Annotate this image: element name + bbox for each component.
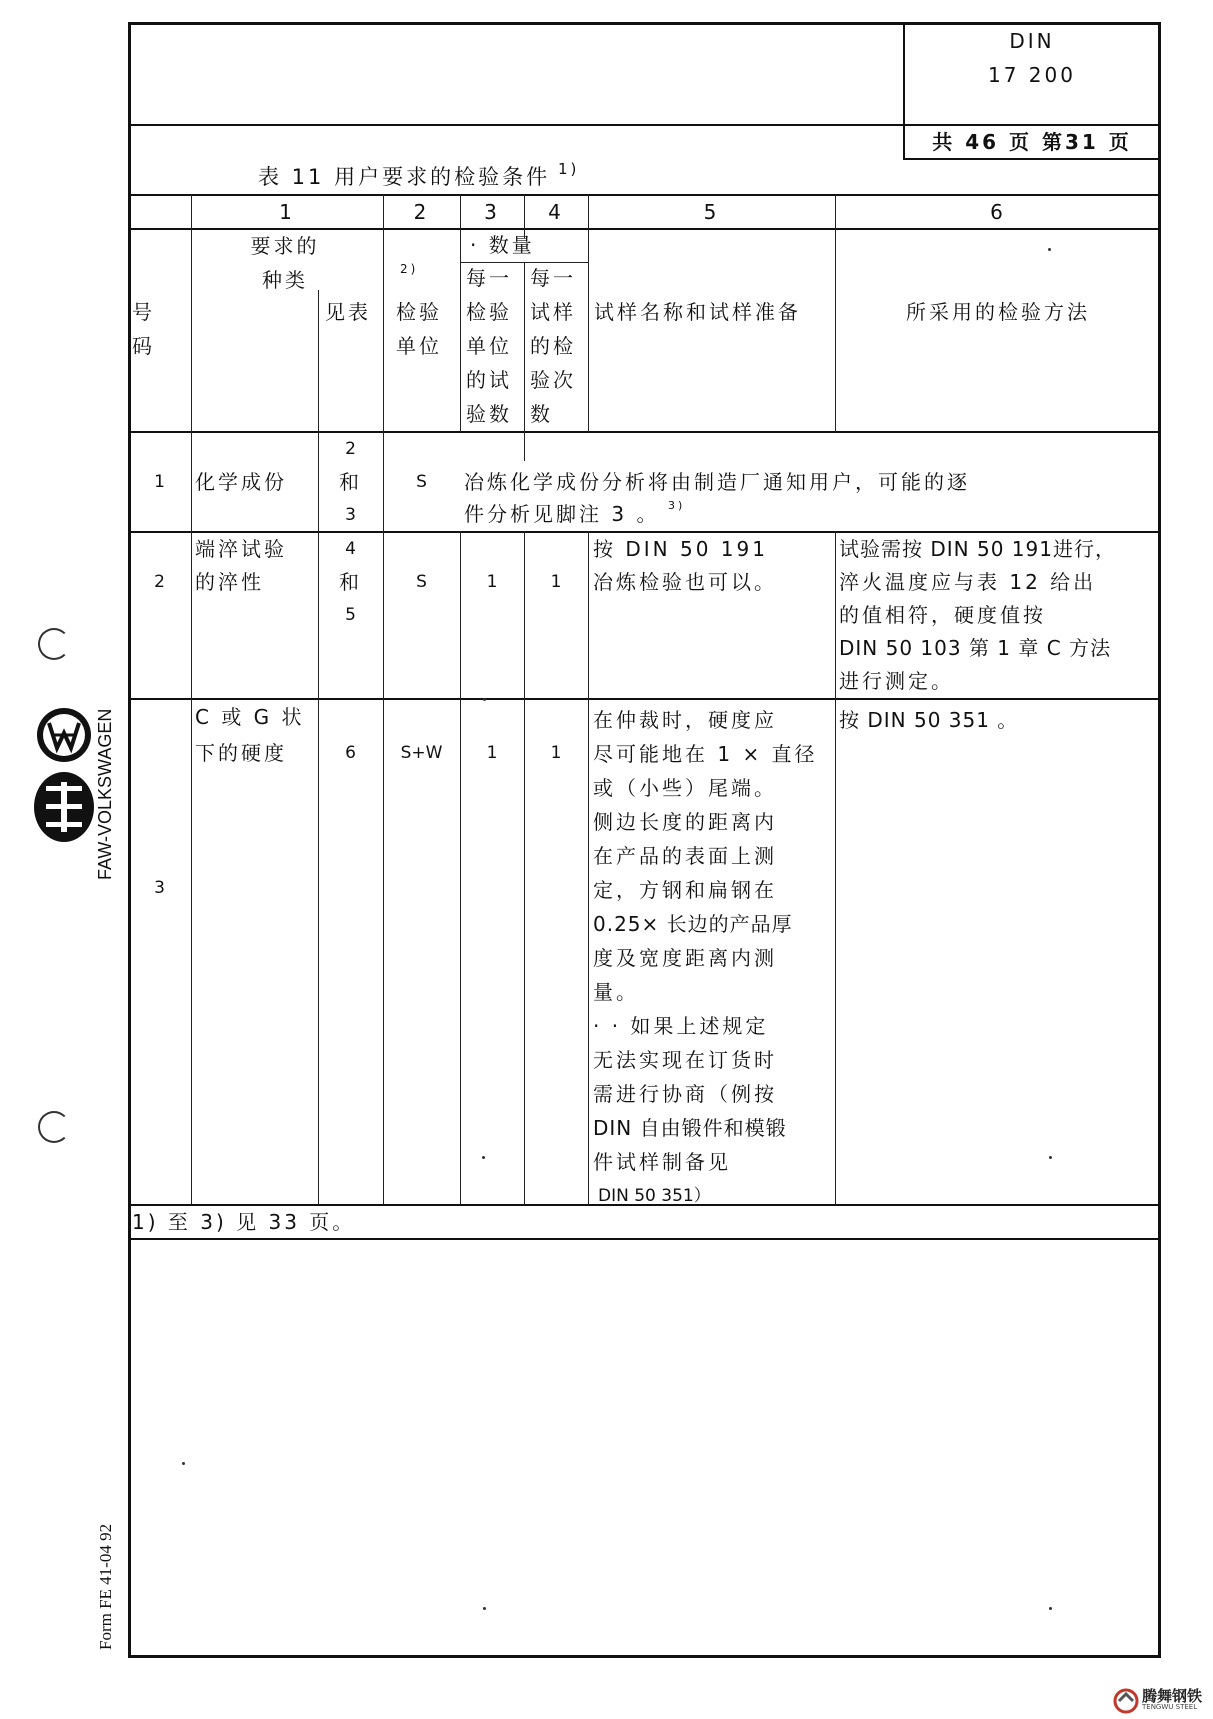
row2-method-line1: 试验需按 DIN 50 191进行， (839, 537, 1116, 561)
col-num-5: 5 (703, 200, 720, 224)
row1-unit: S (416, 472, 427, 492)
brand-text: FAW-VOLKSWAGEN (95, 708, 115, 880)
table-caption: 表 11 用户要求的检验条件 (258, 165, 551, 189)
row3-sample-line-6: 定，方钢和扁钢在 (593, 878, 777, 902)
head-no: 号码 (132, 300, 155, 358)
binder-hole-icon (38, 628, 70, 660)
row2-see-a: 4 (345, 539, 356, 559)
col-rule-d-top (460, 194, 461, 432)
row1-footnote: 3) (668, 499, 686, 512)
vw-logo-icon (34, 705, 94, 765)
col-rule-c (383, 194, 384, 1204)
page-count: 共 46 页 第31 页 (932, 130, 1132, 154)
col-num-1: 1 (279, 200, 295, 224)
row2-sample-line1: 按 DIN 50 191 (593, 537, 768, 561)
watermark-name: 腾舞钢铁 (1142, 1687, 1203, 1705)
col-rule-g-bottom (835, 531, 836, 1204)
col-rule-d-bottom (460, 531, 461, 1204)
col-rule-e-stub (524, 431, 525, 461)
row3-no: 3 (154, 878, 165, 898)
head-see-table: 见表 (325, 300, 371, 324)
head-method: 所采用的检验方法 (906, 300, 1090, 324)
row2-method-line4: DIN 50 103 第 1 章 C 方法 (839, 636, 1112, 660)
row3-q2: 1 (550, 743, 562, 763)
table-footnote: 1) 至 3) 见 33 页。 (132, 1210, 356, 1234)
row3-sample-line-2: 尽可能地在 1 × 直径 (593, 742, 818, 766)
row3-kind-line1: C 或 G 状 (195, 705, 305, 729)
form-number: Form FE 41-04 92 (96, 1523, 115, 1650)
scan-dot (182, 1462, 185, 1465)
head-kind: 要求的种类 (250, 234, 320, 292)
standard-number: 17 200 (988, 63, 1076, 87)
row1-text-line1: 冶炼化学成份分析将由制造厂通知用户，可能的逐 (464, 470, 970, 494)
head-per-unit: 每一检验单位的试验数 (466, 266, 512, 426)
col-rule-f-bottom (588, 531, 589, 1204)
row1-text-line2: 件分析见脚注 3 。 (464, 502, 660, 526)
row3-sample-line-11: 无法实现在订货时 (593, 1048, 777, 1072)
col-num-4: 4 (548, 200, 564, 224)
scan-dot (483, 698, 486, 701)
scan-dot (1049, 1607, 1052, 1610)
row3-sample-line-7: 0.25× 长边的产品厚 (593, 912, 793, 936)
caption-footnote: 1) (558, 160, 580, 178)
scan-dot (483, 1607, 486, 1610)
row3-sample-line-5: 在产品的表面上测 (593, 844, 777, 868)
row3-q1: 1 (486, 743, 498, 763)
scan-dot (482, 1156, 485, 1159)
row3-sample-line-9: 量。 (593, 980, 639, 1004)
row2-no: 2 (154, 572, 165, 592)
scan-dot (1048, 248, 1051, 251)
binder-hole-icon (38, 1111, 70, 1143)
head-unit: 检验单位 (396, 300, 442, 358)
scan-dot (1049, 1156, 1052, 1159)
row3-kind-line2: 下的硬度 (195, 741, 287, 765)
row1-see-a: 2 (345, 439, 356, 459)
row2-kind-line2: 的淬性 (195, 570, 264, 594)
row3-sample-line-13: DIN 自由锻件和模锻 (593, 1116, 787, 1140)
col-rule-a (191, 194, 192, 1204)
col-rule-e-bottom (524, 531, 525, 1204)
watermark-logo-icon (1113, 1688, 1139, 1714)
row1-kind: 化学成份 (195, 470, 287, 494)
standard-label: DIN (1009, 29, 1055, 53)
row2-kind-line1: 端淬试验 (195, 537, 287, 561)
row2-see-b: 和 (339, 570, 362, 594)
col-rule-e-mid (524, 262, 525, 432)
row2-method-line5: 进行测定。 (839, 669, 954, 693)
col-num-2: 2 (413, 200, 430, 224)
row3-sample-line-10: · · 如果上述规定 (593, 1014, 769, 1038)
row3-sample-line-14: 件试样制备见 (593, 1150, 731, 1174)
row3-unit: S+W (400, 743, 443, 763)
row2-see-c: 5 (345, 605, 356, 625)
watermark-sub: TENGWU STEEL (1142, 1703, 1198, 1711)
row3-sample-line-3: 或（小些）尾端。 (593, 776, 777, 800)
head-bottom-rule (128, 431, 1161, 433)
row3-sample-line-12: 需进行协商（例按 (593, 1082, 777, 1106)
row2-q2: 1 (550, 572, 562, 592)
row3-method: 按 DIN 50 351 。 (839, 708, 1019, 732)
row2-unit: S (416, 572, 427, 592)
faw-logo-icon (32, 770, 96, 844)
row3-sample-line-4: 侧边长度的距离内 (593, 810, 777, 834)
head-sample: 试样名称和试样准备 (594, 300, 801, 324)
col-num-3: 3 (484, 200, 500, 224)
row3-sample-line-8: 度及宽度距离内测 (593, 946, 777, 970)
head-unit-note: 2) (400, 262, 419, 276)
row3-sample-line-1: 在仲裁时，硬度应 (593, 708, 777, 732)
head-quantity: · 数量 (470, 233, 535, 257)
col-rule-f-top (588, 194, 589, 432)
row2-sample-line2: 冶炼检验也可以。 (593, 570, 777, 594)
row3-see: 6 (345, 743, 356, 763)
row1-see-b: 和 (339, 470, 362, 494)
row1-no: 1 (154, 472, 165, 492)
head-per-sample: 每一试样的检验次数 (530, 266, 576, 426)
row3-sample-line-15: DIN 50 351） (598, 1186, 711, 1206)
row2-method-line2: 淬火温度应与表 12 给出 (839, 570, 1097, 594)
row2-q1: 1 (486, 572, 498, 592)
row1-see-c: 3 (345, 505, 356, 525)
row2-method-line3: 的值相符，硬度值按 (839, 603, 1046, 627)
col-num-6: 6 (990, 200, 1006, 224)
